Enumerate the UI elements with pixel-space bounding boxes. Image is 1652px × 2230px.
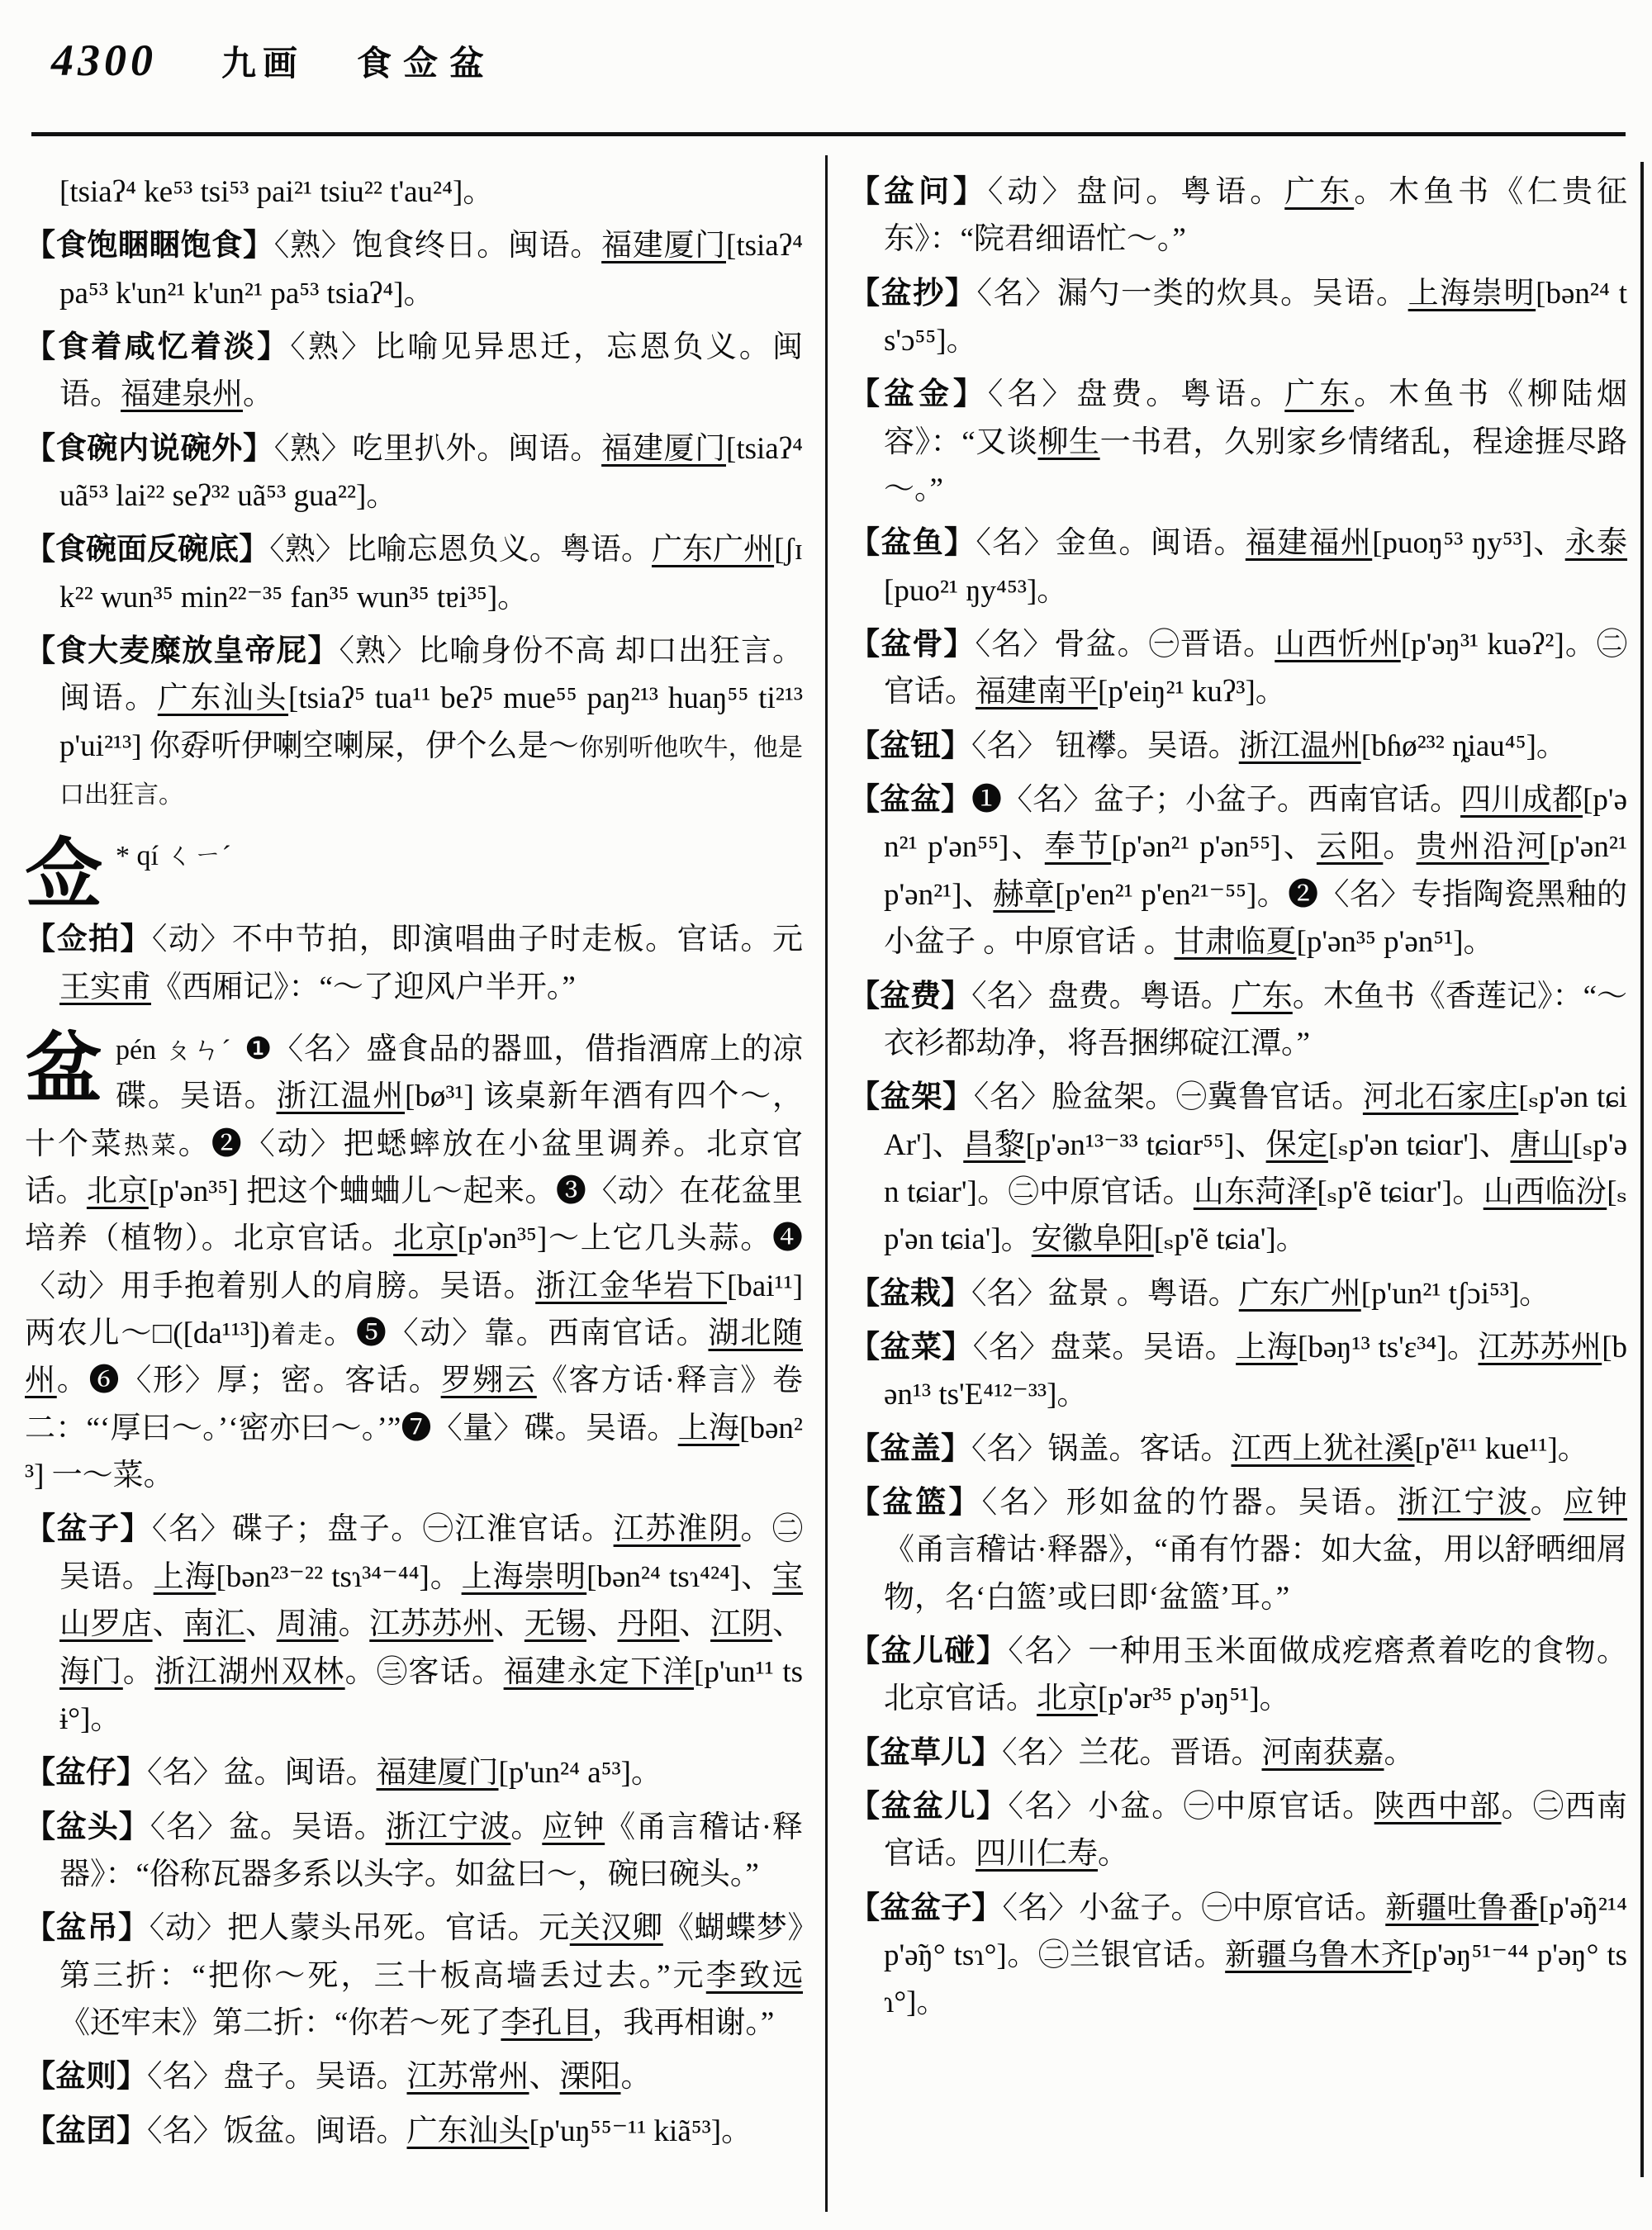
entry-text: 《西厢记》：“～了迎风户半开。” bbox=[151, 970, 576, 1004]
proper-name: 关汉卿 bbox=[569, 1911, 663, 1946]
entry-text: 。 bbox=[1383, 830, 1417, 865]
proper-name: 柳生 bbox=[1037, 425, 1100, 459]
proper-name: 王实甫 bbox=[59, 970, 151, 1004]
proper-name: 应钟 bbox=[542, 1810, 605, 1844]
proper-name: 浙江湖州双林 bbox=[154, 1654, 345, 1689]
proper-name: 溧阳 bbox=[559, 2060, 621, 2095]
entry-text: 〈熟〉饱食终日。闽语。 bbox=[273, 229, 602, 263]
entry-text: 。㊁西南官话。 bbox=[884, 1790, 1628, 1872]
proper-name: 河北石家庄 bbox=[1362, 1080, 1519, 1115]
entry-text: 、 bbox=[586, 1607, 618, 1642]
entry-text: 〈动〉把人蒙头吊死。官话。元 bbox=[149, 1911, 570, 1946]
entry-headword: 【盆骨】 bbox=[849, 628, 976, 662]
proper-name: 上海崇明 bbox=[461, 1559, 587, 1594]
entry-text: 〈名〉盘费。粤语。 bbox=[987, 377, 1285, 412]
entry-text: [p'əŋ³¹ kuəʔ²]。㊁官话。 bbox=[884, 628, 1628, 709]
dictionary-entry bbox=[849, 1074, 1627, 1263]
proper-name: 云阳 bbox=[1316, 830, 1384, 865]
dictionary-entry bbox=[25, 916, 803, 1011]
entry-text: 《蝴蝶梦》第三折：“把你～死，三十板高墙丢过去。”元 bbox=[59, 1911, 804, 1993]
entry-text: 、 bbox=[772, 1607, 804, 1642]
entry-text: 〈名〉骨盆。㊀晋语。 bbox=[975, 628, 1275, 662]
proper-name: 福建南平 bbox=[976, 675, 1098, 709]
proper-name: 江苏苏州 bbox=[369, 1607, 494, 1642]
entry-text: 〈名〉兰花。晋语。 bbox=[1002, 1735, 1262, 1770]
proper-name: 李孔目 bbox=[501, 2005, 593, 2040]
entry-text: 〈名〉盘费。粤语。 bbox=[971, 979, 1232, 1013]
entry-text: 。 bbox=[338, 1607, 370, 1642]
entry-text: 、 bbox=[493, 1607, 525, 1642]
entry-headword: 【盆头】 bbox=[25, 1810, 150, 1844]
dictionary-entry bbox=[849, 1628, 1627, 1723]
entry-text: [bəŋ¹³ ts'ε³⁴]。 bbox=[1298, 1330, 1479, 1364]
gloss-text: 着走 bbox=[269, 1321, 325, 1350]
proper-name: 陕西中部 bbox=[1374, 1790, 1502, 1824]
page-edge-line bbox=[1640, 162, 1644, 2177]
dictionary-entry bbox=[849, 520, 1627, 614]
proper-name: 河南获嘉 bbox=[1261, 1735, 1384, 1770]
entry-text: [puoŋ⁵³ ŋy⁵³]、 bbox=[1372, 526, 1565, 561]
entry-text: 。 bbox=[1098, 1837, 1128, 1872]
entry-text: [ʃɪk²² wun³⁵ min²²⁻³⁵ fan³⁵ wun³⁵ tɐi³⁵]。 bbox=[59, 533, 804, 614]
proper-name: 北京 bbox=[393, 1222, 458, 1256]
entry-text: [tsiaʔ⁴ pa⁵³ k'un²¹ k'un²¹ pa⁵³ tsiaʔ⁴]。 bbox=[59, 229, 804, 311]
dictionary-entry bbox=[25, 1804, 803, 1899]
page-number: 4300 bbox=[51, 36, 157, 85]
entry-text: ❶〈名〉盛食品的器皿，借指酒席上的凉碟。吴语。 bbox=[116, 1032, 803, 1114]
dictionary-entry bbox=[849, 270, 1627, 365]
entry-text: [bən²³] 一～菜。 bbox=[25, 1411, 803, 1493]
entry-text: 《还牢末》第二折：“你若～死了 bbox=[59, 2005, 501, 2040]
proper-name: 江苏常州 bbox=[406, 2060, 529, 2095]
dictionary-entry bbox=[849, 621, 1627, 716]
entry-headword: 【盆盖】 bbox=[849, 1431, 971, 1466]
proper-name: 江阴 bbox=[710, 1607, 773, 1642]
entry-text: [p'un²⁴ a⁵³]。 bbox=[498, 1756, 662, 1791]
left-column bbox=[25, 162, 803, 2161]
dictionary-entry bbox=[849, 1324, 1627, 1419]
dictionary-entry bbox=[849, 371, 1627, 513]
guide-characters: 食佥盆 bbox=[357, 45, 496, 83]
entry-headword: 【盆架】 bbox=[849, 1080, 974, 1115]
entry-text: 、 bbox=[529, 2060, 560, 2095]
right-column bbox=[849, 162, 1627, 2033]
entry-text: 〈熟〉吃里扒外。闽语。 bbox=[273, 431, 602, 466]
proper-name: 丹阳 bbox=[617, 1607, 680, 1642]
pinyin-annotation: pén ㄆㄣˊ bbox=[116, 1035, 232, 1066]
proper-name: 广东 bbox=[1231, 979, 1293, 1013]
entry-headword: 【食饱睏睏饱食】 bbox=[25, 229, 274, 263]
entry-text: [bø³¹] 该桌新年酒有四个～，十个菜 bbox=[25, 1079, 804, 1161]
proper-name: 福建厦门 bbox=[601, 431, 726, 466]
entry-headword: 【盆子】 bbox=[25, 1512, 152, 1547]
entry-headword: 【盆问】 bbox=[849, 175, 988, 209]
entry-text: [puo²¹ ŋy⁴⁵³]。 bbox=[884, 573, 1068, 608]
proper-name: 福建厦门 bbox=[376, 1756, 499, 1791]
entry-text: [p'en²¹ p'en²¹⁻⁵⁵]。❷〈名〉专指陶瓷黑釉的小盆子 。中原官话 。 bbox=[884, 877, 1627, 960]
entry-text: [p'ẽ¹¹ kue¹¹]。 bbox=[1414, 1431, 1588, 1466]
entry-text: [p'ən²¹ p'ən⁵⁵]、 bbox=[884, 783, 1628, 865]
dictionary-entry bbox=[25, 425, 803, 520]
entry-text: [p'ən¹³⁻³³ tɕiɑr⁵⁵]、 bbox=[1025, 1127, 1266, 1162]
entry-text: [bən²⁴ tsɿ⁴²⁴]、 bbox=[586, 1559, 773, 1594]
entry-text: 〈名〉碟子；盘子。㊀江淮官话。 bbox=[151, 1512, 614, 1547]
entry-text: 〈名〉盆景 。粤语。 bbox=[971, 1276, 1239, 1311]
proper-name: 北京 bbox=[1037, 1682, 1098, 1716]
proper-name: 湖北随州 bbox=[25, 1317, 803, 1398]
proper-name: 浙江金华岩下 bbox=[535, 1269, 727, 1303]
entry-text: [p'ən³⁵] 把这个蛐蛐儿～起来。❸〈动〉在花盆里培养（植物）。北京官话。 bbox=[25, 1174, 804, 1256]
headword-character: 盆 bbox=[25, 1027, 103, 1113]
entry-text: 《甬言稽诂·释器》：“俗称瓦器多系以头字。如盆曰～，碗曰碗头。” bbox=[59, 1810, 804, 1891]
proper-name: 上海 bbox=[677, 1411, 740, 1445]
dictionary-entry bbox=[25, 628, 803, 817]
proper-name: 浙江温州 bbox=[276, 1079, 406, 1114]
entry-text: 〈名〉金鱼。闽语。 bbox=[976, 526, 1246, 561]
dictionary-entry bbox=[849, 1426, 1627, 1473]
entry-headword: 【盆儿碰】 bbox=[849, 1634, 1009, 1668]
head-character-entry bbox=[25, 832, 803, 919]
entry-text: [bən²³⁻²² tsɿ³⁴⁻⁴⁴]。 bbox=[216, 1559, 462, 1594]
entry-text: 〈名〉 钮襻。吴语。 bbox=[971, 728, 1239, 763]
proper-name: 福建永定下洋 bbox=[503, 1654, 695, 1689]
proper-name: 赫章 bbox=[993, 877, 1056, 912]
proper-name: 浙江温州 bbox=[1238, 728, 1361, 763]
entry-text: [ₛp'ən tɕiAr']、 bbox=[884, 1080, 1628, 1162]
entry-text: [bən²⁴ ts'ɔ⁵⁵]。 bbox=[884, 276, 1628, 358]
entry-text: [p'ən³⁵ p'ən⁵¹]。 bbox=[1296, 925, 1494, 960]
proper-name: 广东广州 bbox=[651, 533, 775, 567]
entry-text: 《甬言稽诂·释器》，“甬有竹器：如大盆，用以舒晒细屑物，名‘白篮’或曰即‘盆篮’耳。” bbox=[884, 1533, 1627, 1615]
entry-text: 。 bbox=[620, 2060, 652, 2095]
entry-text: 〈名〉形如盆的竹器。吴语。 bbox=[981, 1485, 1398, 1520]
proper-name: 浙江宁波 bbox=[1398, 1485, 1531, 1520]
pinyin-annotation: * qí ㄑㄧˊ bbox=[116, 841, 231, 872]
entry-text: [ₛp'ẽ tɕiɑr']。 bbox=[1317, 1174, 1483, 1209]
proper-name: 山东菏泽 bbox=[1193, 1174, 1317, 1209]
dictionary-entry bbox=[25, 1905, 803, 2047]
dictionary-entry bbox=[25, 1506, 803, 1743]
entry-text: 。木鱼书《柳陆烟容》：“又谈 bbox=[884, 377, 1628, 459]
entry-text: [p'ən²¹ p'ən⁵⁵]、 bbox=[1111, 830, 1317, 865]
entry-text: 。 bbox=[510, 1810, 543, 1844]
proper-name: 四川仁寿 bbox=[976, 1837, 1098, 1872]
proper-name: 江苏苏州 bbox=[1478, 1330, 1602, 1364]
entry-text: [ₛp'ən tɕiɑr']、 bbox=[1327, 1127, 1511, 1162]
entry-text: 〈动〉盘问。粤语。 bbox=[987, 175, 1285, 209]
entry-headword: 【盆盆儿】 bbox=[849, 1790, 1009, 1824]
entry-headword: 【盆篮】 bbox=[849, 1485, 982, 1520]
entry-text: [bai¹¹]两农儿～□([da¹¹³]) bbox=[25, 1269, 804, 1351]
dictionary-entry bbox=[849, 1783, 1627, 1878]
entry-text: 〈名〉小盆子。㊀中原官话。 bbox=[1002, 1891, 1386, 1925]
entry-text: 〈名〉锅盖。客话。 bbox=[971, 1431, 1232, 1466]
proper-name: 广东 bbox=[1284, 377, 1355, 412]
dictionary-entry bbox=[25, 2108, 803, 2155]
proper-name: 广东汕头 bbox=[157, 681, 289, 716]
proper-name: 广东 bbox=[1284, 175, 1355, 209]
entry-text: 。 bbox=[1384, 1735, 1415, 1770]
proper-name: 江西上犹社溪 bbox=[1231, 1431, 1415, 1466]
head-character-entry bbox=[25, 1026, 803, 1499]
entry-headword: 【盆菜】 bbox=[849, 1330, 973, 1364]
entry-headword: 【盆仔】 bbox=[25, 1756, 147, 1791]
proper-name: 保定 bbox=[1265, 1127, 1328, 1162]
entry-text: [p'eiŋ²¹ kuʔ³]。 bbox=[1098, 675, 1286, 709]
entry-text: 〈名〉盘子。吴语。 bbox=[147, 2060, 407, 2095]
entry-headword: 【食碗内说碗外】 bbox=[25, 431, 274, 466]
proper-name: 北京 bbox=[86, 1174, 149, 1209]
dictionary-entry bbox=[849, 168, 1627, 263]
entry-text: 〈名〉一种用玉米面做成疙瘩煮着吃的食物。北京官话。 bbox=[884, 1634, 1628, 1716]
entry-headword: 【食大麦糜放皇帝屁】 bbox=[25, 634, 339, 669]
stroke-count-section: 九画 bbox=[221, 45, 305, 83]
proper-name: 上海 bbox=[1236, 1330, 1298, 1364]
proper-name: 李致远 bbox=[705, 1958, 804, 1993]
entry-headword: 【盆盆子】 bbox=[849, 1891, 1003, 1925]
proper-name: 新疆吐鲁番 bbox=[1385, 1891, 1539, 1925]
entry-headword: 【盆抄】 bbox=[849, 276, 977, 311]
entry-text: ，我再相谢。” bbox=[592, 2005, 775, 2040]
entry-headword: 【盆费】 bbox=[849, 979, 972, 1013]
entry-text: [p'ən²¹ p'ən²¹]、 bbox=[884, 830, 1628, 912]
proper-name: 贵州沿河 bbox=[1416, 830, 1550, 865]
continuation-line bbox=[25, 168, 803, 216]
entry-text: 、 bbox=[152, 1607, 184, 1642]
proper-name: 山西临汾 bbox=[1483, 1174, 1607, 1209]
entry-text: 〈名〉盆。吴语。 bbox=[150, 1810, 386, 1844]
proper-name: 上海 bbox=[153, 1559, 216, 1594]
proper-name: 广东广州 bbox=[1238, 1276, 1361, 1311]
entry-text: 。 bbox=[1530, 1485, 1564, 1520]
proper-name: 奉节 bbox=[1044, 830, 1112, 865]
entry-text: 〈名〉小盆。㊀中原官话。 bbox=[1008, 1790, 1374, 1824]
entry-headword: 【食碗面反碗底】 bbox=[25, 533, 270, 567]
entry-text: [tsiaʔ⁵ tua¹¹ beʔ⁵ mue⁵⁵ paŋ²¹³ huaŋ⁵⁵ ti²¹³ p'ui²¹³] 你孬听伊喇空喇屎，伊个么是～ bbox=[59, 681, 804, 763]
entry-text: 〈名〉脸盆架。㊀冀鲁官话。 bbox=[973, 1080, 1363, 1115]
entry-text: [tsiaʔ⁴ ke⁵³ tsi⁵³ pai²¹ tsiu²² t'au²⁴]。 bbox=[59, 175, 494, 209]
dictionary-entry bbox=[25, 1749, 803, 1796]
entry-text: 。❷〈动〉把蟋蟀放在小盆里调养。北京官话。 bbox=[25, 1127, 804, 1209]
entry-text: 。木鱼书《香莲记》：“～衣衫都劫净，将吾捆绑碇江潭。” bbox=[884, 979, 1628, 1060]
proper-name: 应钟 bbox=[1563, 1485, 1628, 1520]
header-rule bbox=[31, 132, 1626, 136]
proper-name: 新疆乌鲁木齐 bbox=[1225, 1938, 1412, 1973]
entry-text: 、 bbox=[245, 1607, 277, 1642]
proper-name: 昌黎 bbox=[963, 1127, 1026, 1162]
proper-name: 安徽阜阳 bbox=[1031, 1222, 1154, 1257]
entry-text: 〈动〉不中节拍，即演唱曲子时走板。官话。元 bbox=[151, 923, 804, 957]
dictionary-entry bbox=[849, 1729, 1627, 1777]
entry-headword: 【食着咸忆着淡】 bbox=[25, 330, 291, 365]
entry-headword: 【盆草儿】 bbox=[849, 1735, 1002, 1770]
proper-name: 江苏淮阴 bbox=[613, 1512, 741, 1547]
entry-text: 一书君，久别家乡情绪乱，程途捱尽路～。” bbox=[884, 425, 1627, 507]
entry-text: [ₛp'ən tɕiar']。㊁中原官话。 bbox=[884, 1127, 1628, 1209]
proper-name: 福建泉州 bbox=[121, 377, 243, 412]
entry-text: 《客方话·释言》卷二：“‘厚曰～。’‘密亦曰～。’”❼〈量〉碟。吴语。 bbox=[25, 1364, 804, 1445]
entry-headword: 【盆金】 bbox=[849, 377, 988, 412]
entry-text: [ₛp'ẽ tɕia']。 bbox=[1153, 1222, 1307, 1257]
proper-name: 周浦 bbox=[276, 1607, 339, 1642]
proper-name: 福建厦门 bbox=[601, 229, 726, 263]
entry-text: [p'əŋ⁵¹⁻⁴⁴ p'əŋ° tsɿ°]。 bbox=[884, 1938, 1628, 2020]
headword-character: 佥 bbox=[25, 833, 103, 919]
proper-name: 南汇 bbox=[183, 1607, 246, 1642]
proper-name: 甘肃临夏 bbox=[1174, 925, 1297, 960]
entry-text: 、 bbox=[679, 1607, 711, 1642]
proper-name: 山西忻州 bbox=[1275, 628, 1401, 662]
entry-text: 。㊁吴语。 bbox=[59, 1512, 804, 1594]
entry-headword: 【盆栽】 bbox=[849, 1276, 971, 1311]
entry-text: 〈熟〉比喻身份不高 却口出狂言。闽语。 bbox=[59, 634, 803, 716]
entry-text: [p'un²¹ tʃɔi⁵³]。 bbox=[1360, 1276, 1550, 1311]
entry-text: [p'un¹¹ tsɨ°]。 bbox=[59, 1654, 804, 1736]
entry-headword: 【盆吊】 bbox=[25, 1911, 150, 1946]
entry-text: ❶〈名〉盆子；小盆子。西南官话。 bbox=[971, 783, 1461, 818]
entry-text: [p'ə̃ŋ²¹⁴ p'ə̃ŋ° tsɿ°]。㊁兰银官话。 bbox=[884, 1891, 1628, 1973]
proper-name: 广东汕头 bbox=[406, 2114, 529, 2148]
dictionary-entry bbox=[849, 776, 1627, 966]
entry-text: [tsiaʔ⁴ uã⁵³ lai²² seʔ³² uã⁵³ gua²²]。 bbox=[59, 431, 804, 514]
entry-text: [p'uŋ⁵⁵⁻¹¹ kiã⁵³]。 bbox=[529, 2114, 752, 2148]
entry-headword: 【盆钮】 bbox=[849, 728, 971, 763]
entry-text: 〈名〉漏勺一类的炊具。吴语。 bbox=[976, 276, 1408, 311]
entry-text: 。 bbox=[122, 1654, 155, 1689]
dictionary-entry bbox=[849, 1885, 1627, 2027]
entry-headword: 【盆盆】 bbox=[849, 783, 972, 818]
gloss-text: 你别听他吹牛，他是口出狂言。 bbox=[59, 733, 804, 809]
dictionary-entry bbox=[25, 526, 803, 621]
proper-name: 罗翙云 bbox=[440, 1364, 537, 1398]
gloss-text: 热菜 bbox=[123, 1132, 178, 1160]
dictionary-entry bbox=[849, 1479, 1627, 1621]
proper-name: 四川成都 bbox=[1460, 783, 1583, 818]
entry-text: 。❻〈形〉厚；密。客话。 bbox=[56, 1364, 441, 1398]
entry-text: 。 bbox=[243, 377, 273, 412]
dictionary-entry bbox=[849, 723, 1627, 770]
proper-name: 海门 bbox=[59, 1654, 123, 1689]
dictionary-entry bbox=[25, 2053, 803, 2100]
entry-headword: 【盆囝】 bbox=[25, 2114, 147, 2148]
entry-headword: 【佥拍】 bbox=[25, 923, 152, 957]
entry-text: 〈熟〉比喻忘恩负义。粤语。 bbox=[269, 533, 652, 567]
entry-text: 〈名〉盘菜。吴语。 bbox=[972, 1330, 1237, 1364]
proper-name: 浙江宁波 bbox=[385, 1810, 511, 1844]
dictionary-entry bbox=[25, 324, 803, 419]
proper-name: 上海崇明 bbox=[1408, 276, 1536, 311]
page-header bbox=[51, 35, 496, 86]
entry-text: [bɦø²³² ȵiau⁴⁵]。 bbox=[1360, 728, 1567, 763]
dictionary-entry bbox=[25, 222, 803, 317]
proper-name: 唐山 bbox=[1510, 1127, 1573, 1162]
proper-name: 福建福州 bbox=[1245, 526, 1373, 561]
column-divider bbox=[825, 155, 828, 2212]
entry-text: [p'ən³⁵]～上它几头蒜。❹〈动〉用手抱着别人的肩膀。吴语。 bbox=[25, 1222, 804, 1303]
proper-name: 宝山罗店 bbox=[59, 1559, 804, 1642]
proper-name: 无锡 bbox=[524, 1607, 586, 1642]
entry-text: 。木鱼书《仁贵征东》：“院君细语忙～。” bbox=[884, 175, 1628, 257]
entry-headword: 【盆鱼】 bbox=[849, 526, 976, 561]
entry-text: [bən¹³ ts'E⁴¹²⁻³³]。 bbox=[884, 1330, 1628, 1412]
entry-text: 〈熟〉比喻见异思迁，忘恩负义。闽语。 bbox=[59, 330, 804, 412]
entry-text: 。❺〈动〉靠。西南官话。 bbox=[324, 1317, 709, 1351]
entry-headword: 【盆则】 bbox=[25, 2060, 147, 2095]
entry-text: 。㊂客话。 bbox=[344, 1654, 504, 1689]
entry-text: [ₛp'ən tɕia']。 bbox=[884, 1174, 1628, 1257]
entry-text: [p'ər³⁵ p'əŋ⁵¹]。 bbox=[1098, 1682, 1290, 1716]
entry-text: 〈名〉饭盆。闽语。 bbox=[147, 2114, 407, 2148]
dictionary-entry bbox=[849, 1270, 1627, 1317]
proper-name: 永泰 bbox=[1564, 526, 1628, 561]
entry-text: 〈名〉盆。闽语。 bbox=[147, 1756, 377, 1791]
dictionary-entry bbox=[849, 973, 1627, 1068]
